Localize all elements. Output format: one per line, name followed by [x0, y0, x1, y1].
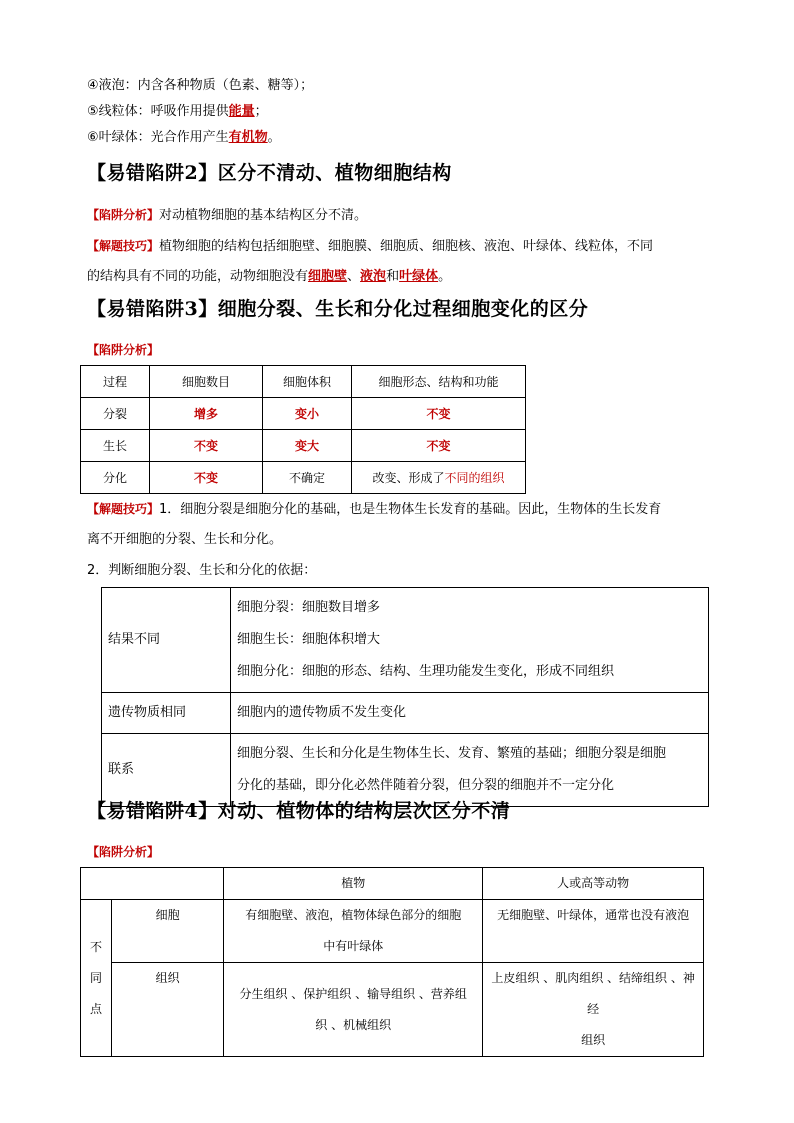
analysis-text: 对动植物细胞的基本结构区分不清。 [159, 208, 368, 223]
empty-header [81, 868, 224, 900]
cell-plant-line: 中有叶绿体 [323, 939, 384, 953]
table-row [102, 693, 709, 734]
trap3-tip-line3: 2．判断细胞分裂、生长和分化的依据： [87, 563, 317, 578]
relation-line: 细胞分裂、生长和分化是生物体生长、发育、繁殖的基础；细胞分裂是细胞 [237, 746, 667, 761]
trap4-analysis [87, 839, 159, 866]
volume-cell: 变小 [263, 398, 352, 430]
relation-line: 分化的基础，即分化必然伴随着分裂，但分裂的细胞并不一定分化 [237, 778, 615, 793]
tip-text: 的结构具有不同的功能，动物细胞没有 [87, 269, 309, 284]
analysis-tag: 【陷阱分析】 [87, 845, 160, 859]
chloroplast-text: ⑥叶绿体：光合作用产生 [87, 130, 229, 145]
division-result: 细胞分裂：细胞数目增多 [237, 600, 381, 615]
trap3-tip-line1 [87, 496, 661, 523]
basis-table [101, 587, 709, 807]
division-table [80, 365, 526, 494]
cell-plant-line: 有细胞壁、液泡，植物体绿色部分的细胞 [245, 908, 462, 922]
table-row [81, 430, 526, 462]
form-cell: 不变 [352, 398, 526, 430]
cell-animal: 无细胞壁、叶绿体，通常也没有液泡 [483, 900, 704, 963]
table-row [81, 462, 526, 494]
header-cell: 植物 [224, 868, 483, 900]
header-cell: 人或高等动物 [483, 868, 704, 900]
chloroplast-line [87, 125, 281, 151]
form-prefix: 改变、形成了 [372, 471, 445, 485]
trap3-tip-line2: 离不开细胞的分裂、生长和分化。 [87, 532, 283, 547]
differentiation-result: 细胞分化：细胞的形态、结构、生理功能发生变化，形成不同组织 [237, 664, 615, 679]
volume-cell: 不确定 [263, 462, 352, 494]
growth-result: 细胞生长：细胞体积增大 [237, 632, 381, 647]
form-cell: 不变 [352, 430, 526, 462]
process-cell: 分化 [81, 462, 150, 494]
tissue-animal-line: 上皮组织 、肌肉组织 、结缔组织 、神经 [491, 971, 695, 1016]
count-cell: 不变 [150, 462, 263, 494]
vacuole-line [87, 73, 313, 99]
tissue-animal [483, 963, 704, 1057]
tissue-plant [224, 963, 483, 1057]
punct: 、 [347, 269, 361, 284]
trap3-title: 【易错陷阱3】细胞分裂、生长和分化过程细胞变化的区分 [87, 298, 589, 320]
header-cell: 细胞形态、结构和功能 [352, 366, 526, 398]
cell-label: 细胞 [112, 900, 224, 963]
genetic-cell: 细胞内的遗传物质不发生变化 [231, 693, 709, 734]
tissue-label: 组织 [112, 963, 224, 1057]
table-header-row [81, 868, 704, 900]
trap4-title: 【易错陷阱4】对动、植物体的结构层次区分不清 [87, 800, 511, 822]
punct: 和 [386, 269, 400, 284]
row-label: 联系 [102, 734, 231, 807]
table-header-row [81, 366, 526, 398]
mitochondria-line [87, 99, 268, 125]
table-row [81, 398, 526, 430]
mitochondria-text: ⑤线粒体：呼吸作用提供 [87, 104, 229, 119]
trap2-tip-line2 [87, 264, 451, 290]
punct: 。 [438, 269, 452, 284]
row-label: 遗传物质相同 [102, 693, 231, 734]
process-cell: 生长 [81, 430, 150, 462]
table-row [81, 963, 704, 1057]
count-cell: 不变 [150, 430, 263, 462]
diff-char: 点 [89, 1001, 102, 1016]
punct: ； [254, 104, 268, 119]
diff-char: 不 [89, 939, 102, 954]
energy-highlight: 能量 [228, 104, 255, 119]
volume-cell: 变大 [263, 430, 352, 462]
analysis-tag: 【陷阱分析】 [87, 208, 160, 222]
diff-char: 同 [89, 970, 102, 985]
trap3-analysis [87, 337, 159, 364]
result-cell [231, 588, 709, 693]
tip-tag: 【解题技巧】 [87, 502, 160, 516]
organic-highlight: 有机物 [228, 130, 268, 145]
chloroplast-highlight: 叶绿体 [399, 269, 439, 284]
tissue-animal-line: 组织 [581, 1033, 606, 1047]
process-cell: 分裂 [81, 398, 150, 430]
row-label: 结果不同 [102, 588, 231, 693]
vacuole-text: ④液泡：内含各种物质（色素、糖等）； [87, 78, 314, 93]
table-row [81, 900, 704, 963]
vacuole-highlight: 液泡 [360, 269, 387, 284]
form-highlight: 不同的组织 [444, 471, 505, 485]
table-row [102, 588, 709, 693]
punct: 。 [267, 130, 281, 145]
tissue-plant-line: 织 、机械组织 [315, 1017, 392, 1032]
tip-text: 植物细胞的结构包括细胞壁、细胞膜、细胞质、细胞核、液泡、叶绿体、线粒体，不同 [159, 239, 654, 254]
tip-text: 1．细胞分裂是细胞分化的基础，也是生物体生长发育的基础。因此，生物体的生长发育 [159, 502, 662, 517]
trap2-tip-line1 [87, 233, 653, 260]
trap2-analysis [87, 202, 367, 229]
trap2-title: 【易错陷阱2】区分不清动、植物细胞结构 [87, 162, 452, 184]
header-cell: 细胞体积 [263, 366, 352, 398]
form-cell [352, 462, 526, 494]
difference-label [81, 900, 112, 1057]
count-cell: 增多 [150, 398, 263, 430]
tip-tag: 【解题技巧】 [87, 239, 160, 253]
header-cell: 细胞数目 [150, 366, 263, 398]
cell-plant [224, 900, 483, 963]
tissue-plant-line: 分生组织 、保护组织 、输导组织 、营养组 [239, 986, 467, 1001]
cell-wall-highlight: 细胞壁 [308, 269, 348, 284]
header-cell: 过程 [81, 366, 150, 398]
analysis-tag: 【陷阱分析】 [87, 343, 160, 357]
structure-table [80, 867, 704, 1057]
